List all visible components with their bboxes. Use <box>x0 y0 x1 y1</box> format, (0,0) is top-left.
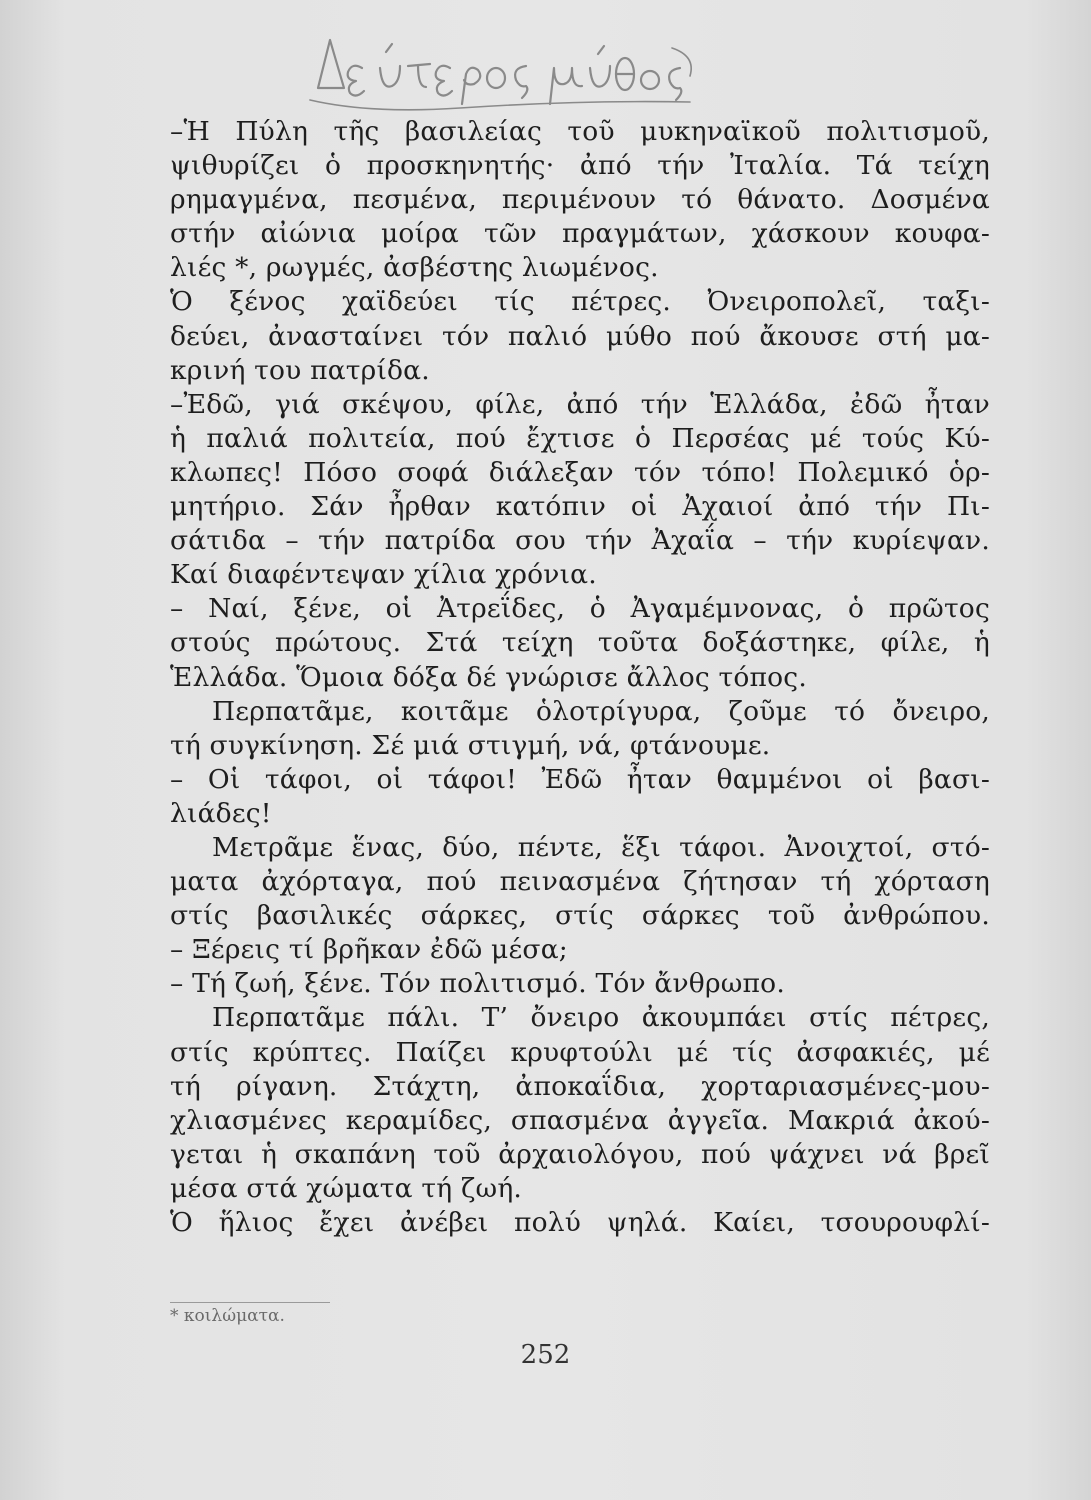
text-line: Ὁ ξένος χαϊδεύει τίς πέτρες. Ὀνειροπολεῖ, ταξι- <box>170 286 990 318</box>
text-line: στήν αἰώνια μοίρα τῶν πραγμάτων, χάσκουν κουφα- <box>170 218 990 250</box>
text-line: ματα ἀχόρταγα, πού πεινασμένα ζήτησαν τή χόρταση <box>170 866 990 898</box>
text-line: τή συγκίνηση. Σέ μιά στιγμή, νά, φτάνουμε. <box>170 729 771 761</box>
text-line: –Ἐδῶ, γιά σκέψου, φίλε, ἀπό τήν Ἑλλάδα, ἐδῶ ἦταν <box>170 388 990 420</box>
text-line: κρινή του πατρίδα. <box>170 354 430 386</box>
text-line: χλιασμένες κεραμίδες, σπασμένα ἀγγεῖα. Μακριά ἀκού- <box>170 1104 990 1136</box>
text-line: – Οἱ τάφοι, οἱ τάφοι! Ἐδῶ ἦταν θαμμένοι οἱ βασι- <box>170 763 990 795</box>
text-line: Μετρᾶμε ἕνας, δύο, πέντε, ἕξι τάφοι. Ἀνοιχτοί, στό- <box>212 831 990 863</box>
text-line: στίς βασιλικές σάρκες, στίς σάρκες τοῦ ἀνθρώπου. <box>170 900 990 932</box>
page-number: 252 <box>520 1340 571 1370</box>
text-line: γεται ἡ σκαπάνη τοῦ ἀρχαιολόγου, πού ψάχνει νά βρεῖ <box>170 1138 990 1170</box>
text-line: Ἑλλάδα. Ὅμοια δόξα δέ γνώρισε ἄλλος τόπος. <box>170 661 807 693</box>
text-line: λιάδες! <box>170 797 272 829</box>
body-text <box>170 115 990 1240</box>
footnote: * κοιλώματα. <box>170 1306 285 1326</box>
text-line: – Ναί, ξένε, οἱ Ἀτρεΐδες, ὁ Ἀγαμέμνονας, ὁ πρῶτος <box>170 593 990 625</box>
text-line: κλωπες! Πόσο σοφά διάλεξαν τόν τόπο! Πολεμικό ὁρ- <box>170 456 990 488</box>
handwritten-annotation <box>300 18 700 113</box>
text-line: – Τή ζωή, ξένε. Τόν πολιτισμό. Τόν ἄνθρωπο. <box>170 968 785 1000</box>
text-line: σάτιδα – τήν πατρίδα σου τήν Ἀχαΐα – τήν κυρίεψαν. <box>170 525 990 557</box>
handwriting-scribble <box>300 18 700 113</box>
text-line: μητήριο. Σάν ἦρθαν κατόπιν οἱ Ἀχαιοί ἀπό τήν Πι- <box>170 491 990 523</box>
text-line: τή ρίγανη. Στάχτη, ἀποκαΐδια, χορταριασμένες-μου- <box>170 1070 990 1102</box>
text-line: – Ξέρεις τί βρῆκαν ἐδῶ μέσα; <box>170 934 568 966</box>
footnote-divider <box>170 1302 330 1303</box>
text-line: μέσα στά χώματα τή ζωή. <box>170 1172 523 1204</box>
text-line: δεύει, ἀνασταίνει τόν παλιό μύθο πού ἄκουσε στή μα- <box>170 320 990 352</box>
text-line: –Ἡ Πύλη τῆς βασιλείας τοῦ μυκηναϊκοῦ πολιτισμοῦ, <box>170 116 990 147</box>
text-line: ρημαγμένα, πεσμένα, περιμένουν τό θάνατο. Δοσμένα <box>170 184 990 216</box>
text-line: στίς κρύπτες. Παίζει κρυφτούλι μέ τίς ἀσφακιές, μέ <box>170 1036 990 1068</box>
text-line: Περπατᾶμε πάλι. Τ’ ὄνειρο ἀκουμπάει στίς πέτρες, <box>212 1002 990 1034</box>
text-line: στούς πρώτους. Στά τείχη τοῦτα δοξάστηκε, φίλε, ἡ <box>170 627 990 659</box>
text-line: Καί διαφέντεψαν χίλια χρόνια. <box>170 559 597 591</box>
text-line: Ὁ ἥλιος ἔχει ἀνέβει πολύ ψηλά. Καίει, τσουρουφλί- <box>170 1207 990 1238</box>
text-line: ψιθυρίζει ὁ προσκηνητής· ἀπό τήν Ἰταλία. Τά τείχη <box>170 150 990 182</box>
text-line: ἡ παλιά πολιτεία, πού ἔχτισε ὁ Περσέας μέ τούς Κύ- <box>170 422 990 454</box>
text-line: Περπατᾶμε, κοιτᾶμε ὁλοτρίγυρα, ζοῦμε τό ὄνειρο, <box>212 695 990 727</box>
text-line: λιές *, ρωγμές, ἀσβέστης λιωμένος. <box>170 252 659 284</box>
